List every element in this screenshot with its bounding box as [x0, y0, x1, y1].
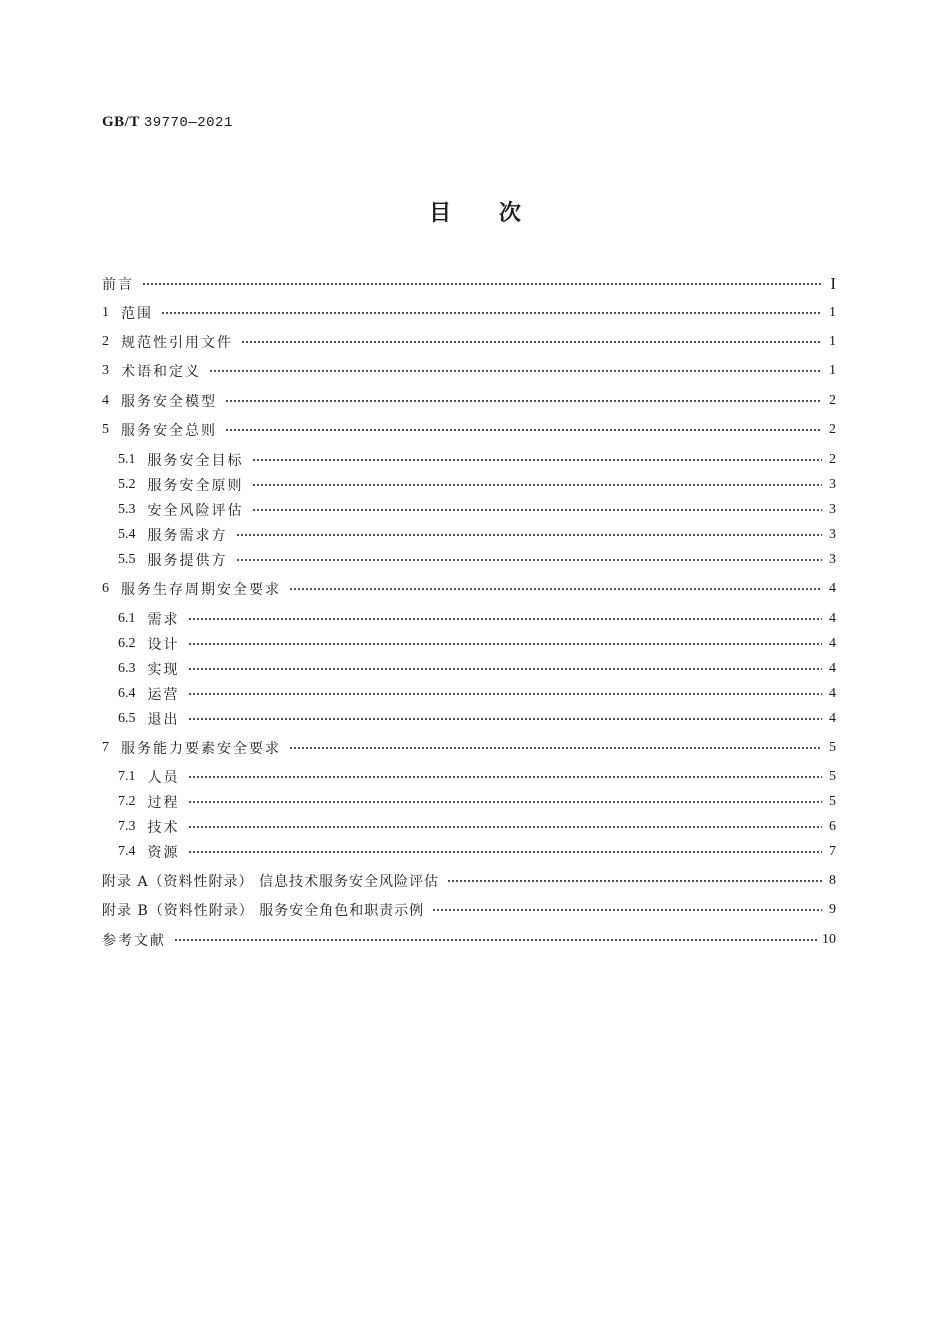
toc-page: 1	[829, 305, 836, 320]
toc-label: 设计	[147, 637, 180, 653]
toc-number: 5.1	[118, 452, 136, 467]
toc-page: 3	[829, 527, 836, 542]
leader-dots	[289, 583, 822, 595]
toc-label: 安全风险评估	[147, 503, 244, 519]
leader-dots	[161, 307, 822, 319]
toc-label: 需求	[147, 612, 180, 628]
leader-dots	[188, 846, 823, 858]
toc-label: 规范性引用文件	[121, 335, 233, 351]
toc-entry-5-1[interactable]	[118, 448, 836, 472]
toc-page: 4	[829, 711, 836, 726]
toc-entry-6-2[interactable]	[118, 632, 836, 656]
toc-number: 7.1	[118, 769, 136, 784]
leader-dots	[236, 529, 823, 541]
leader-dots	[236, 554, 823, 566]
leader-dots	[188, 771, 823, 783]
toc-label: 附录 A（资料性附录） 信息技术服务安全风险评估	[102, 874, 440, 890]
toc-entry-6-3[interactable]	[118, 657, 836, 681]
toc-entry-references[interactable]	[102, 928, 836, 952]
leader-dots	[188, 821, 823, 833]
page-title: 目 次	[429, 201, 521, 226]
toc-label: 运营	[147, 687, 180, 703]
leader-dots	[188, 663, 823, 675]
toc-number: 7	[102, 740, 109, 755]
toc-entry-7-4[interactable]	[118, 840, 836, 864]
toc-label: 人员	[147, 770, 180, 786]
toc-label: 技术	[147, 820, 180, 836]
toc-label: 过程	[147, 795, 180, 811]
toc-label: 服务安全目标	[147, 453, 244, 469]
toc-label: 附录 B（资料性附录） 服务安全角色和职责示例	[102, 903, 425, 919]
toc-entry-5-5[interactable]	[118, 548, 836, 572]
toc-entry-6-4[interactable]	[118, 682, 836, 706]
leader-dots	[252, 454, 823, 466]
leader-dots	[188, 713, 823, 725]
toc-number: 5	[102, 422, 109, 437]
toc-entry-5[interactable]	[102, 418, 836, 442]
toc-page: 3	[829, 552, 836, 567]
toc-entry-7-1[interactable]	[118, 765, 836, 789]
toc-number: 6.3	[118, 661, 136, 676]
toc-number: 5.3	[118, 502, 136, 517]
leader-dots	[432, 904, 822, 916]
toc-label: 术语和定义	[121, 364, 201, 380]
toc-page: 4	[829, 581, 836, 596]
toc-page: 2	[829, 452, 836, 467]
toc-label: 服务安全原则	[147, 478, 244, 494]
toc-page: 9	[829, 902, 836, 917]
toc-page: 10	[822, 932, 836, 947]
toc-label: 范围	[121, 306, 153, 322]
toc-page: I	[830, 274, 836, 293]
toc-label: 服务能力要素安全要求	[121, 741, 281, 757]
leader-dots	[174, 934, 818, 946]
toc-entry-appendix-a[interactable]	[102, 869, 836, 893]
toc-page: 2	[829, 422, 836, 437]
toc-page: 5	[829, 794, 836, 809]
toc-page: 7	[829, 844, 836, 859]
toc-entry-5-2[interactable]	[118, 473, 836, 497]
toc-number: 3	[102, 363, 109, 378]
leader-dots	[188, 688, 823, 700]
standard-code-prefix: GB/T	[102, 114, 140, 130]
toc-number: 7.2	[118, 794, 136, 809]
toc-entry-3[interactable]	[102, 359, 836, 383]
toc-number: 5.2	[118, 477, 136, 492]
leader-dots	[142, 278, 822, 290]
toc-entry-7-2[interactable]	[118, 790, 836, 814]
toc-entry-6[interactable]	[102, 577, 836, 601]
toc-page: 6	[829, 819, 836, 834]
toc-page: 8	[829, 873, 836, 888]
toc-page: 3	[829, 477, 836, 492]
standard-code-number: 39770—2021	[143, 115, 233, 131]
toc-label: 实现	[147, 662, 180, 678]
toc-number: 6	[102, 581, 109, 596]
toc-label: 参考文献	[102, 933, 166, 949]
toc-number: 1	[102, 305, 109, 320]
toc-number: 6.2	[118, 636, 136, 651]
toc-label: 前言	[102, 277, 134, 293]
toc-page: 5	[829, 740, 836, 755]
leader-dots	[188, 613, 823, 625]
leader-dots	[241, 336, 822, 348]
toc-page: 3	[829, 502, 836, 517]
toc-label: 服务需求方	[147, 528, 228, 544]
toc-entry-7[interactable]	[102, 736, 836, 760]
toc-label: 退出	[147, 712, 180, 728]
toc-page: 4	[829, 686, 836, 701]
leader-dots	[252, 479, 823, 491]
toc-entry-5-3[interactable]	[118, 498, 836, 522]
toc-entry-2[interactable]	[102, 330, 836, 354]
toc-label: 服务生存周期安全要求	[121, 582, 281, 598]
toc-entry-6-1[interactable]	[118, 607, 836, 631]
toc-number: 6.1	[118, 611, 136, 626]
toc-label: 资源	[147, 845, 180, 861]
toc-entry-preface[interactable]	[102, 272, 836, 296]
leader-dots	[252, 504, 823, 516]
leader-dots	[225, 424, 822, 436]
toc-page: 5	[829, 769, 836, 784]
leader-dots	[225, 395, 822, 407]
toc-page: 4	[829, 661, 836, 676]
toc-entry-6-5[interactable]	[118, 707, 836, 731]
toc-page: 2	[829, 393, 836, 408]
toc-number: 5.4	[118, 527, 136, 542]
leader-dots	[209, 365, 822, 377]
toc-page: 1	[829, 334, 836, 349]
toc-number: 4	[102, 393, 109, 408]
toc-label: 服务提供方	[147, 553, 228, 569]
toc-entry-5-4[interactable]	[118, 523, 836, 547]
toc-label: 服务安全总则	[121, 423, 217, 439]
toc-number: 6.5	[118, 711, 136, 726]
toc-number: 6.4	[118, 686, 136, 701]
toc-entry-appendix-b[interactable]	[102, 898, 836, 922]
toc-entry-7-3[interactable]	[118, 815, 836, 839]
toc-label: 服务安全模型	[121, 394, 217, 410]
toc-number: 5.5	[118, 552, 136, 567]
toc-page: 4	[829, 611, 836, 626]
toc-number: 7.4	[118, 844, 136, 859]
toc-number: 2	[102, 334, 109, 349]
leader-dots	[289, 742, 822, 754]
leader-dots	[188, 638, 823, 650]
toc-page: 4	[829, 636, 836, 651]
toc-page: 1	[829, 363, 836, 378]
standard-code	[102, 114, 233, 131]
leader-dots	[188, 796, 823, 808]
leader-dots	[447, 875, 822, 887]
toc-entry-1[interactable]	[102, 301, 836, 325]
toc-entry-4[interactable]	[102, 389, 836, 413]
toc-number: 7.3	[118, 819, 136, 834]
